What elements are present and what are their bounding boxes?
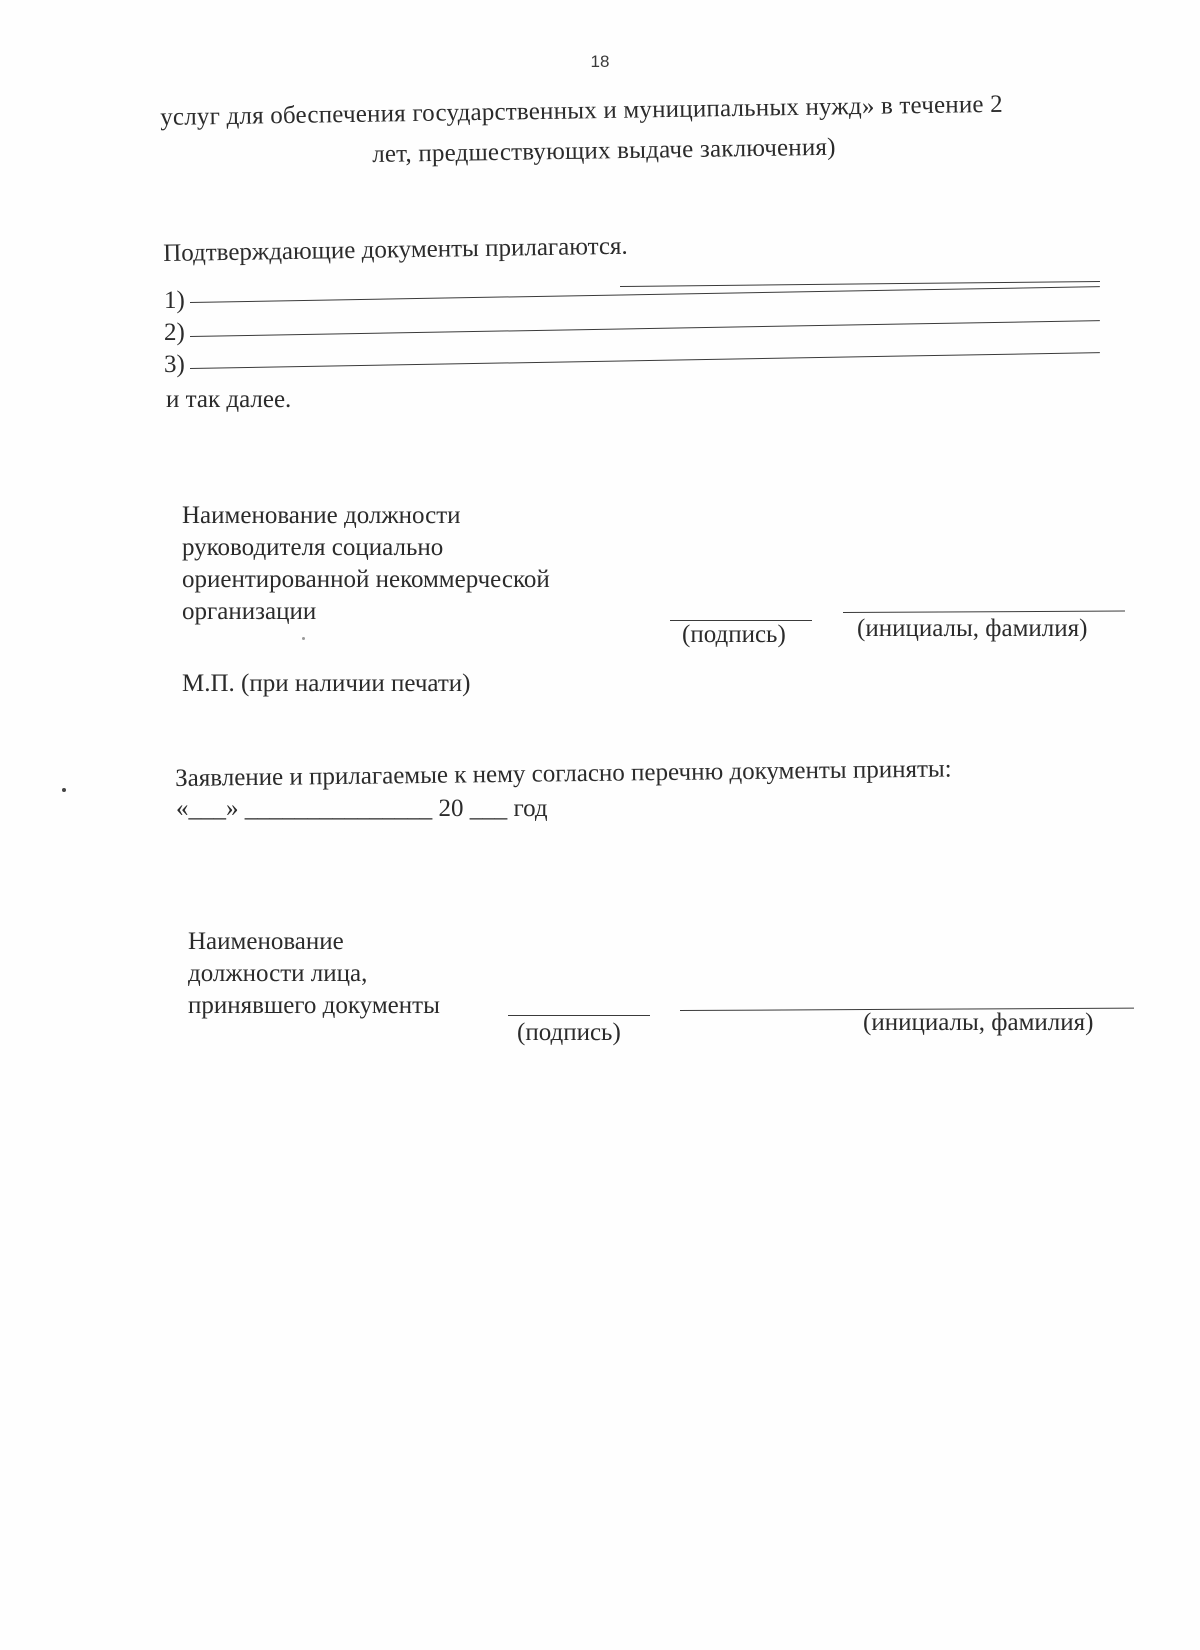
intro-line-1: услуг для обеспечения государственных и муниципальных нужд» в течение 2 — [160, 90, 1004, 131]
receipt-statement: Заявление и прилагаемые к нему согласно перечню документы приняты: — [175, 755, 952, 792]
receipt-date-line: «___» _______________ 20 ___ год — [176, 795, 548, 822]
head-position-line-2: руководителя социально — [182, 534, 444, 561]
documents-etc: и так далее. — [166, 386, 292, 413]
document-item-2-number: 2) — [164, 319, 185, 346]
accepted-name-caption: (инициалы, фамилия) — [863, 1009, 1094, 1036]
document-item-2-line — [190, 320, 1100, 337]
accepted-position-line-2: должности лица, — [188, 960, 368, 987]
document-item-1-line — [190, 286, 1100, 303]
document-top-rule — [620, 281, 1100, 287]
scan-speck — [62, 788, 66, 792]
accepted-position-line-3: принявшего документы — [188, 992, 440, 1019]
page-number: 18 — [590, 52, 610, 71]
head-position-title — [182, 500, 550, 628]
scan-speck — [302, 637, 305, 640]
documents-heading: Подтверждающие документы прилагаются. — [163, 232, 628, 267]
head-name-line — [843, 611, 1125, 613]
document-item-1-number: 1) — [164, 287, 185, 314]
stamp-note: М.П. (при наличии печати) — [182, 670, 471, 697]
accepted-signature-caption: (подпись) — [517, 1019, 621, 1046]
intro-line-2: лет, предшествующих выдаче заключения) — [372, 133, 836, 168]
head-position-line-1: Наименование должности — [182, 502, 461, 529]
document-item-3-line — [190, 352, 1100, 369]
head-position-line-4: организации — [182, 598, 317, 625]
accepted-signature-line — [508, 1015, 650, 1016]
accepted-position-title — [188, 926, 440, 1022]
head-signature-caption: (подпись) — [682, 621, 786, 648]
head-name-caption: (инициалы, фамилия) — [857, 615, 1088, 642]
accepted-position-line-1: Наименование — [188, 928, 344, 955]
document-item-3-number: 3) — [164, 351, 185, 378]
head-position-line-3: ориентированной некоммерческой — [182, 566, 550, 593]
